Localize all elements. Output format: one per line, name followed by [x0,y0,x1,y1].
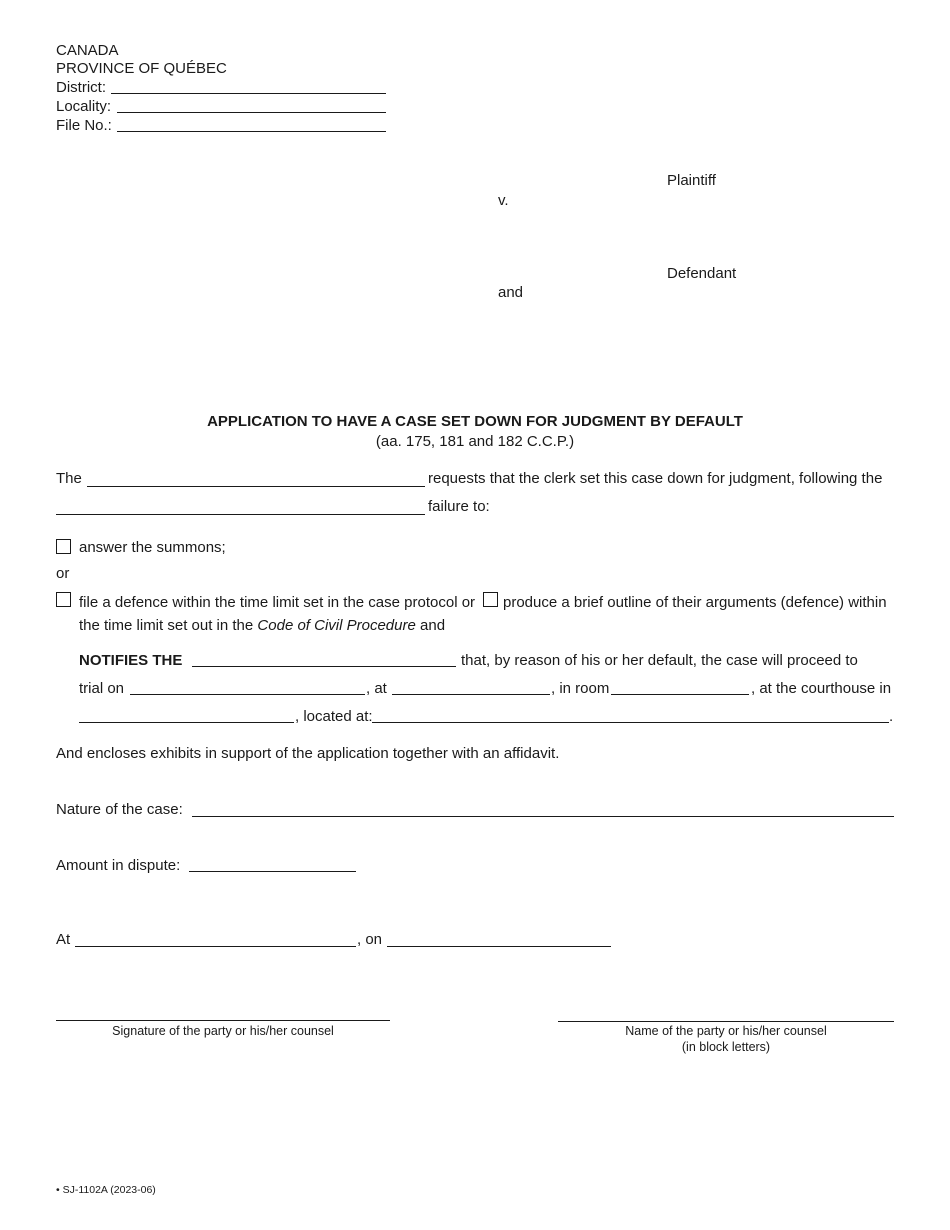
trial-date-field[interactable] [130,694,365,695]
nature-label: Nature of the case: [56,801,183,818]
country-label: CANADA [56,42,119,59]
room-field[interactable] [611,694,749,695]
locality-field[interactable] [117,112,386,113]
at-time-label: , at [366,680,387,697]
file-defence-label: file a defence within the time limit set in the case protocol or [79,594,476,611]
failure-to-text: failure to: [428,498,490,515]
amount-field[interactable] [189,871,356,872]
answer-summons-checkbox[interactable] [56,539,71,554]
file-no-label: File No.: [56,117,112,134]
trial-time-field[interactable] [392,694,550,695]
file-no-field[interactable] [117,131,386,132]
at-place-label: At [56,931,71,948]
amount-label: Amount in dispute: [56,857,181,874]
trial-on-label: trial on [79,680,125,697]
time-limit-text [79,617,445,635]
encloses-text: And encloses exhibits in support of the application together with an affidavit. [56,745,560,762]
courthouse-address-field[interactable] [372,722,889,723]
date-field[interactable] [387,946,611,947]
nature-field[interactable] [192,816,894,817]
versus-label: v. [498,192,509,209]
locality-label: Locality: [56,98,112,115]
applicant-field-continued[interactable] [56,514,425,515]
brief-outline-checkbox[interactable] [483,592,498,607]
time-limit-prefix: the time limit set out in the [79,617,258,634]
district-field[interactable] [111,93,386,94]
period-mark: . [889,708,894,725]
form-subtitle: (aa. 175, 181 and 182 C.C.P.) [375,433,575,450]
name-caption-line1: Name of the party or his/her counsel [625,1024,827,1038]
brief-outline-label: produce a brief outline of their arguments (defence) within [503,594,887,611]
code-civil-procedure-title: Code of Civil Procedure [257,617,416,634]
answer-summons-label: answer the summons; [79,539,226,556]
signature-field[interactable] [56,1020,390,1021]
and-label: and [498,284,524,301]
or-label: or [56,565,70,582]
applicant-field[interactable] [87,486,425,487]
requests-text: requests that the clerk set this case down for judgment, following the [428,470,883,487]
in-room-label: , in room [551,680,610,697]
courthouse-label: , at the courthouse in [751,680,892,697]
notifies-label: NOTIFIES THE [79,652,183,669]
notifies-text: that, by reason of his or her default, the case will proceed to [461,652,858,669]
defendant-label: Defendant [667,265,737,282]
form-title: APPLICATION TO HAVE A CASE SET DOWN FOR JUDGMENT BY DEFAULT [207,413,743,430]
place-field[interactable] [75,946,356,947]
province-label: PROVINCE OF QUÉBEC [56,60,227,77]
the-label: The [56,470,82,487]
name-caption-line2: (in block letters) [681,1040,771,1054]
district-label: District: [56,79,106,96]
on-date-label: , on [357,931,383,948]
located-at-label: , located at: [295,708,373,725]
time-limit-suffix: and [415,617,446,634]
signature-caption: Signature of the party or his/her counsel [112,1024,334,1038]
form-code: • SJ-1102A (2023-06) [56,1184,156,1196]
file-defence-checkbox[interactable] [56,592,71,607]
courthouse-city-field[interactable] [79,722,294,723]
notified-party-field[interactable] [192,666,456,667]
plaintiff-label: Plaintiff [667,172,716,189]
